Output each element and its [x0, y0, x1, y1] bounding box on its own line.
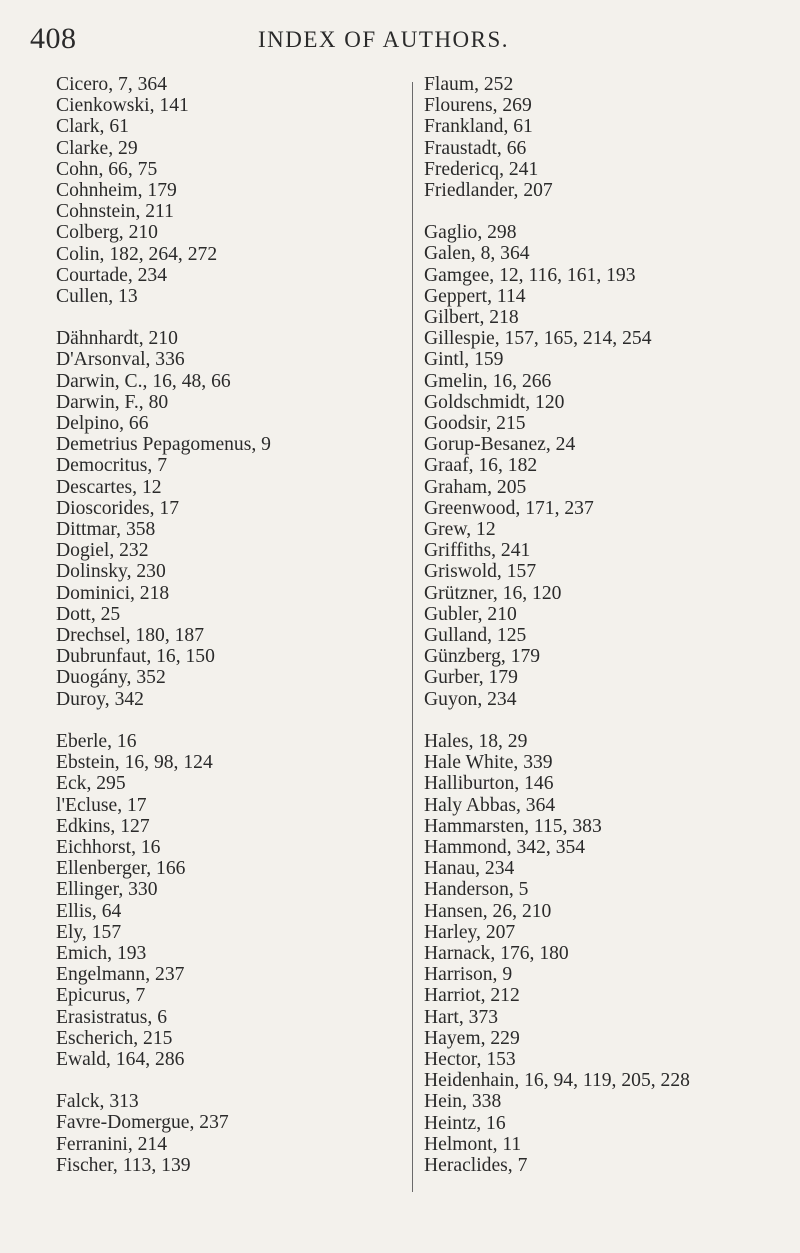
- index-entry: Clarke, 29: [56, 137, 138, 159]
- index-entry: Haly Abbas, 364: [424, 794, 556, 816]
- index-entry: Ellenberger, 166: [56, 858, 186, 880]
- index-entry: Darwin, F., 80: [56, 391, 169, 413]
- index-entry: Hale White, 339: [424, 752, 553, 774]
- index-entry: Gurber, 179: [424, 667, 518, 689]
- index-entry: Geppert, 114: [424, 285, 526, 307]
- index-group: [56, 328, 406, 710]
- index-entry: Goodsir, 215: [424, 413, 526, 435]
- index-entry: Eberle, 16: [56, 730, 137, 752]
- index-entry: Günzberg, 179: [424, 646, 541, 668]
- index-entry: Grützner, 16, 120: [424, 582, 562, 604]
- index-entry: Galen, 8, 364: [424, 243, 530, 265]
- index-entry: Heraclides, 7: [424, 1154, 528, 1176]
- index-entry: Colberg, 210: [56, 222, 158, 244]
- index-entry: Darwin, C., 16, 48, 66: [56, 370, 231, 392]
- page-number: 408: [30, 22, 77, 55]
- page-title: INDEX OF AUTHORS.: [258, 27, 510, 52]
- index-entry: Eck, 295: [56, 773, 126, 795]
- index-entry: Ely, 157: [56, 921, 122, 943]
- index-entry: Helmont, 11: [424, 1133, 522, 1155]
- index-entry: Drechsel, 180, 187: [56, 625, 205, 647]
- index-entry: Democritus, 7: [56, 455, 168, 477]
- index-entry: Demetrius Pepagomenus, 9: [56, 434, 271, 456]
- index-entry: Ellis, 64: [56, 900, 122, 922]
- index-group: [424, 74, 794, 201]
- index-entry: Dogiel, 232: [56, 540, 149, 562]
- index-entry: Emich, 193: [56, 942, 147, 964]
- index-entry: Gillespie, 157, 165, 214, 254: [424, 328, 652, 350]
- index-entry: Clark, 61: [56, 116, 129, 138]
- index-entry: Dubrunfaut, 16, 150: [56, 646, 215, 668]
- index-entry: Hector, 153: [424, 1048, 516, 1070]
- index-entry: Hein, 338: [424, 1091, 502, 1113]
- index-entry: Descartes, 12: [56, 476, 162, 498]
- index-entry: Dominici, 218: [56, 582, 170, 604]
- index-entry: Hanau, 234: [424, 858, 515, 880]
- index-entry: Hammarsten, 115, 383: [424, 815, 602, 837]
- index-entry: Harley, 207: [424, 921, 516, 943]
- index-entry: Gorup-Besanez, 24: [424, 434, 576, 456]
- index-entry: Cohnheim, 179: [56, 180, 177, 202]
- index-entry: Dioscorides, 17: [56, 497, 179, 519]
- index-entry: Duroy, 342: [56, 688, 144, 710]
- index-entry: Ewald, 164, 286: [56, 1048, 185, 1070]
- index-entry: Hansen, 26, 210: [424, 900, 552, 922]
- index-entry: Engelmann, 237: [56, 964, 185, 986]
- index-entry: Grew, 12: [424, 519, 496, 541]
- index-entry: Harnack, 176, 180: [424, 942, 569, 964]
- index-entry: Goldschmidt, 120: [424, 391, 565, 413]
- index-entry: Gamgee, 12, 116, 161, 193: [424, 264, 636, 286]
- index-entry: l'Ecluse, 17: [56, 794, 147, 816]
- index-entry: Cicero, 7, 364: [56, 74, 168, 95]
- index-group: [56, 731, 406, 1070]
- index-entry: Griswold, 157: [424, 561, 537, 583]
- index-entry: Favre-Domergue, 237: [56, 1112, 229, 1134]
- index-entry: Halliburton, 146: [424, 773, 554, 795]
- index-entry: Fraustadt, 66: [424, 137, 527, 159]
- index-entry: Frankland, 61: [424, 116, 533, 138]
- index-entry: Dott, 25: [56, 603, 121, 625]
- index-entry: Dähnhardt, 210: [56, 328, 178, 350]
- index-entry: Cullen, 13: [56, 286, 138, 308]
- index-entry: D'Arsonval, 336: [56, 349, 185, 371]
- index-entry: Heidenhain, 16, 94, 119, 205, 228: [424, 1070, 690, 1092]
- index-entry: Gubler, 210: [424, 603, 517, 625]
- index-entry: Falck, 313: [56, 1091, 139, 1113]
- index-entry: Hales, 18, 29: [424, 730, 528, 752]
- index-entry: Hammond, 342, 354: [424, 836, 586, 858]
- index-group: [56, 74, 406, 307]
- index-group: [56, 1091, 406, 1176]
- index-entry: Epicurus, 7: [56, 985, 146, 1007]
- index-entry: Hayem, 229: [424, 1027, 520, 1049]
- index-entry: Duogány, 352: [56, 667, 166, 689]
- index-entry: Heintz, 16: [424, 1112, 506, 1134]
- index-entry: Cienkowski, 141: [56, 95, 189, 117]
- index-entry: Fredericq, 241: [424, 158, 539, 180]
- index-entry: Friedlander, 207: [424, 180, 553, 202]
- right-column: [424, 74, 794, 1197]
- index-entry: Escherich, 215: [56, 1027, 173, 1049]
- index-entry: Fischer, 113, 139: [56, 1154, 191, 1176]
- index-entry: Flourens, 269: [424, 95, 532, 117]
- index-entry: Handerson, 5: [424, 879, 529, 901]
- index-entry: Greenwood, 171, 237: [424, 497, 594, 519]
- index-entry: Gaglio, 298: [424, 222, 517, 244]
- index-entry: Dolinsky, 230: [56, 561, 166, 583]
- index-entry: Harrison, 9: [424, 964, 513, 986]
- index-entry: Colin, 182, 264, 272: [56, 243, 218, 265]
- column-divider: [412, 82, 413, 1192]
- index-entry: Gilbert, 218: [424, 307, 519, 329]
- index-entry: Courtade, 234: [56, 264, 168, 286]
- index-group: [424, 731, 794, 1176]
- left-column: [56, 74, 406, 1197]
- index-entry: Graham, 205: [424, 476, 527, 498]
- index-entry: Gintl, 159: [424, 349, 504, 371]
- index-entry: Griffiths, 241: [424, 540, 531, 562]
- index-entry: Harriot, 212: [424, 985, 520, 1007]
- index-entry: Gmelin, 16, 266: [424, 370, 552, 392]
- index-entry: Cohn, 66, 75: [56, 158, 158, 180]
- index-group: [424, 222, 794, 710]
- index-entry: Edkins, 127: [56, 815, 150, 837]
- index-entry: Gulland, 125: [424, 625, 527, 647]
- index-entry: Dittmar, 358: [56, 519, 156, 541]
- index-entry: Eichhorst, 16: [56, 836, 161, 858]
- index-entry: Delpino, 66: [56, 413, 149, 435]
- index-entry: Flaum, 252: [424, 74, 514, 95]
- index-entry: Hart, 373: [424, 1006, 499, 1028]
- index-entry: Ebstein, 16, 98, 124: [56, 752, 213, 774]
- index-entry: Cohnstein, 211: [56, 201, 174, 223]
- index-entry: Ellinger, 330: [56, 879, 158, 901]
- index-entry: Guyon, 234: [424, 688, 517, 710]
- index-entry: Ferranini, 214: [56, 1133, 168, 1155]
- index-entry: Graaf, 16, 182: [424, 455, 538, 477]
- index-entry: Erasistratus, 6: [56, 1006, 168, 1028]
